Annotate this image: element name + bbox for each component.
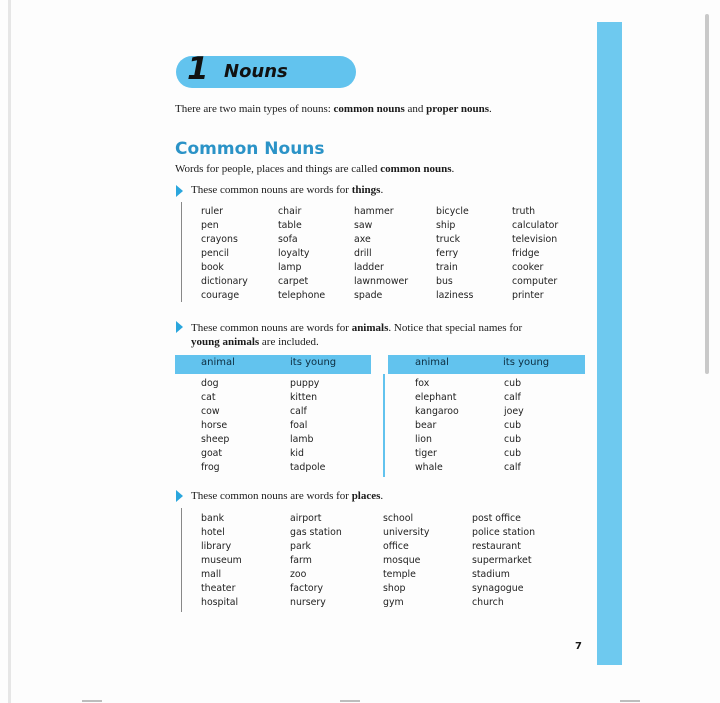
young-name: lamb [290, 434, 314, 445]
place-word: gym [383, 597, 404, 608]
place-word: airport [290, 513, 322, 524]
place-word: zoo [290, 569, 307, 580]
animals-table-body [201, 377, 591, 477]
place-word: farm [290, 555, 312, 566]
places-word-list [201, 512, 591, 612]
thing-word: drill [354, 248, 372, 259]
thing-word: laziness [436, 290, 474, 301]
young-name: calf [290, 406, 307, 417]
footer-mark [82, 700, 102, 702]
thing-word: axe [354, 234, 371, 245]
thing-word: ladder [354, 262, 384, 273]
thing-word: saw [354, 220, 373, 231]
place-word: synagogue [472, 583, 524, 594]
bullet-marker [176, 490, 183, 502]
scrollbar[interactable] [705, 14, 709, 374]
footer-mark [340, 700, 360, 702]
thing-word: computer [512, 276, 558, 287]
place-word: nursery [290, 597, 326, 608]
page-number: 7 [575, 641, 582, 652]
bullet-marker [176, 321, 183, 333]
thing-word: pencil [201, 248, 230, 259]
place-word: university [383, 527, 430, 538]
place-word: school [383, 513, 414, 524]
definition: Words for people, places and things are called common nouns. [175, 163, 455, 175]
things-column [201, 205, 248, 303]
place-word: mall [201, 569, 222, 580]
young-name: kitten [290, 392, 318, 403]
place-word: restaurant [472, 541, 521, 552]
thing-word: ship [436, 220, 456, 231]
young-name: cub [504, 378, 522, 389]
place-word: police station [472, 527, 536, 538]
place-word: gas station [290, 527, 342, 538]
things-column [512, 205, 558, 303]
young-name: calf [504, 392, 521, 403]
young-name: foal [290, 420, 308, 431]
thing-word: courage [201, 290, 240, 301]
places-intro: These common nouns are words for places. [191, 490, 384, 502]
animal-name: frog [201, 462, 220, 473]
animal-name: cow [201, 406, 220, 417]
animal-name: cat [201, 392, 216, 403]
animal-name: tiger [415, 448, 437, 459]
young-name: cub [504, 420, 522, 431]
thing-word: ruler [201, 206, 224, 217]
young-column [504, 377, 524, 475]
header-animal: animal [201, 357, 235, 368]
place-word: factory [290, 583, 324, 594]
thing-word: loyalty [278, 248, 310, 259]
young-name: cub [504, 448, 522, 459]
left-edge-shadow [8, 0, 11, 703]
thing-word: dictionary [201, 276, 248, 287]
thing-word: lamp [278, 262, 302, 273]
places-bracket [181, 508, 182, 612]
place-word: library [201, 541, 232, 552]
things-column [354, 205, 408, 303]
things-word-list [201, 205, 591, 305]
place-word: park [290, 541, 311, 552]
thing-word: train [436, 262, 458, 273]
place-word: office [383, 541, 409, 552]
young-name: cub [504, 434, 522, 445]
places-column [201, 512, 242, 610]
animal-name: kangaroo [415, 406, 459, 417]
thing-word: television [512, 234, 558, 245]
animal-name: goat [201, 448, 223, 459]
thing-word: crayons [201, 234, 238, 245]
place-word: temple [383, 569, 416, 580]
place-word: post office [472, 513, 521, 524]
animal-name: elephant [415, 392, 457, 403]
things-column [436, 205, 473, 303]
young-name: joey [504, 406, 524, 417]
thing-word: spade [354, 290, 383, 301]
young-name: tadpole [290, 462, 326, 473]
young-name: calf [504, 462, 521, 473]
thing-word: bus [436, 276, 453, 287]
header-its-young: its young [503, 357, 550, 368]
animals-intro: These common nouns are words for animals. Notice that special names for young animals are included. [191, 322, 523, 348]
place-word: hospital [201, 597, 239, 608]
thing-word: truth [512, 206, 536, 217]
header-animal: animal [415, 357, 449, 368]
thing-word: telephone [278, 290, 326, 301]
thing-word: calculator [512, 220, 559, 231]
thing-word: table [278, 220, 302, 231]
things-column [278, 205, 325, 303]
thing-word: lawnmower [354, 276, 409, 287]
place-word: supermarket [472, 555, 532, 566]
place-word: bank [201, 513, 225, 524]
thing-word: truck [436, 234, 461, 245]
thing-word: chair [278, 206, 302, 217]
place-word: theater [201, 583, 236, 594]
place-word: shop [383, 583, 406, 594]
young-column [290, 377, 325, 475]
young-name: kid [290, 448, 304, 459]
things-intro: These common nouns are words for things. [191, 184, 384, 196]
animal-name: whale [415, 462, 443, 473]
thing-word: ferry [436, 248, 459, 259]
place-word: hotel [201, 527, 225, 538]
header-its-young: its young [290, 357, 337, 368]
places-column [383, 512, 429, 610]
animal-name: sheep [201, 434, 230, 445]
thing-word: pen [201, 220, 219, 231]
animal-name: bear [415, 420, 437, 431]
chapter-title: Nouns [224, 61, 288, 82]
right-margin-band [597, 22, 622, 665]
animal-name: horse [201, 420, 228, 431]
thing-word: bicycle [436, 206, 469, 217]
thing-word: hammer [354, 206, 394, 217]
place-word: mosque [383, 555, 421, 566]
animal-column [415, 377, 459, 475]
young-name: puppy [290, 378, 320, 389]
place-word: church [472, 597, 504, 608]
animal-name: fox [415, 378, 430, 389]
thing-word: sofa [278, 234, 298, 245]
intro-sentence: There are two main types of nouns: common nouns and proper nouns. [175, 103, 492, 115]
section-title: Common Nouns [175, 139, 325, 159]
bullet-marker [176, 185, 183, 197]
places-column [290, 512, 342, 610]
animal-column [201, 377, 229, 475]
footer-mark [620, 700, 640, 702]
thing-word: printer [512, 290, 544, 301]
thing-word: cooker [512, 262, 544, 273]
thing-word: book [201, 262, 224, 273]
thing-word: carpet [278, 276, 309, 287]
places-column [472, 512, 535, 610]
thing-word: fridge [512, 248, 540, 259]
place-word: stadium [472, 569, 510, 580]
animal-name: lion [415, 434, 432, 445]
things-bracket [181, 202, 182, 302]
animal-name: dog [201, 378, 219, 389]
chapter-number: 1 [187, 51, 209, 87]
place-word: museum [201, 555, 242, 566]
